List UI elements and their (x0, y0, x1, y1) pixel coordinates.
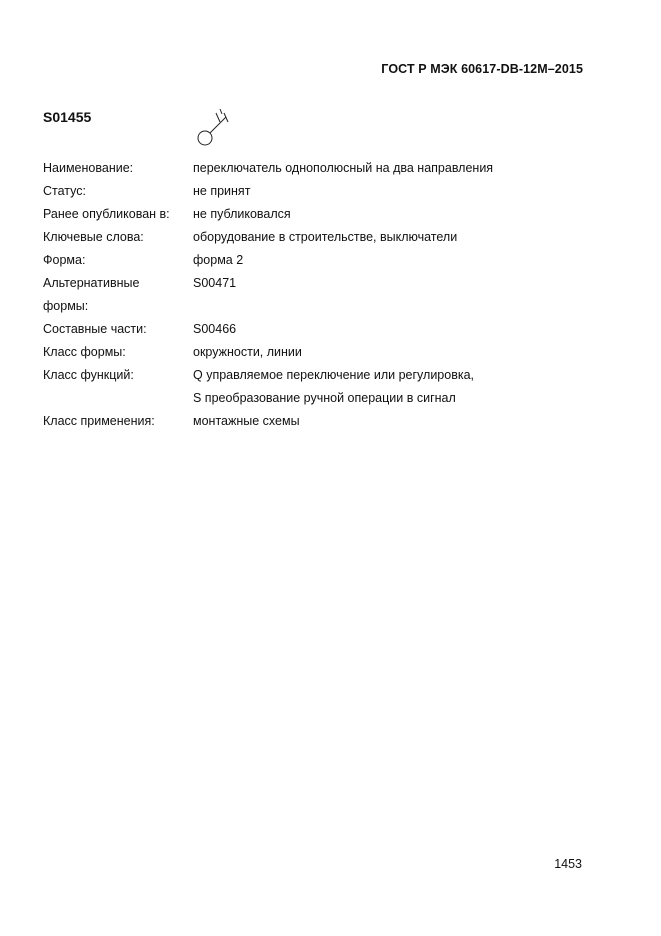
field-form (43, 249, 583, 272)
field-value: монтажные схемы (193, 414, 300, 428)
field-components (43, 318, 583, 341)
field-label: Наименование: (43, 161, 134, 175)
field-value: переключатель однополюсный на два направления (193, 161, 494, 175)
field-label (43, 272, 193, 318)
field-value: форма 2 (193, 253, 244, 267)
field-label-line: Альтернативные (43, 276, 140, 290)
field-status (43, 180, 583, 203)
symbol-id: S01455 (43, 109, 92, 125)
document-header: ГОСТ Р МЭК 60617-DB-12М–2015 (381, 62, 583, 76)
field-form-class (43, 341, 583, 364)
field-label: Составные части: (43, 322, 147, 336)
field-label: Класс формы: (43, 345, 126, 359)
field-function-class (43, 364, 583, 410)
field-value: Q управляемое переключение или регулировка, (193, 368, 475, 382)
field-label: Класс применения: (43, 414, 155, 428)
field-label: Статус: (43, 184, 86, 198)
page-number: 1453 (554, 857, 582, 871)
field-value: оборудование в строительстве, выключатели (193, 230, 458, 244)
field-label-line: формы: (43, 299, 89, 313)
field-label: Класс функций: (43, 368, 134, 382)
field-value: S00466 (193, 322, 237, 336)
field-label: Ранее опубликован в: (43, 207, 170, 221)
field-name (43, 157, 583, 180)
field-alternative-forms (43, 272, 583, 318)
field-label: Ключевые слова: (43, 230, 144, 244)
manual-switch-symbol-icon (190, 104, 240, 152)
field-application-class (43, 410, 583, 433)
field-value: S преобразование ручной операции в сигнал (193, 391, 456, 405)
field-value: не публиковался (193, 207, 291, 221)
symbol-properties (43, 157, 583, 433)
field-label: Форма: (43, 253, 86, 267)
field-value: не принят (193, 184, 251, 198)
field-keywords (43, 226, 583, 249)
field-value: окружности, линии (193, 345, 302, 359)
field-value: S00471 (193, 276, 237, 290)
field-previously-published (43, 203, 583, 226)
